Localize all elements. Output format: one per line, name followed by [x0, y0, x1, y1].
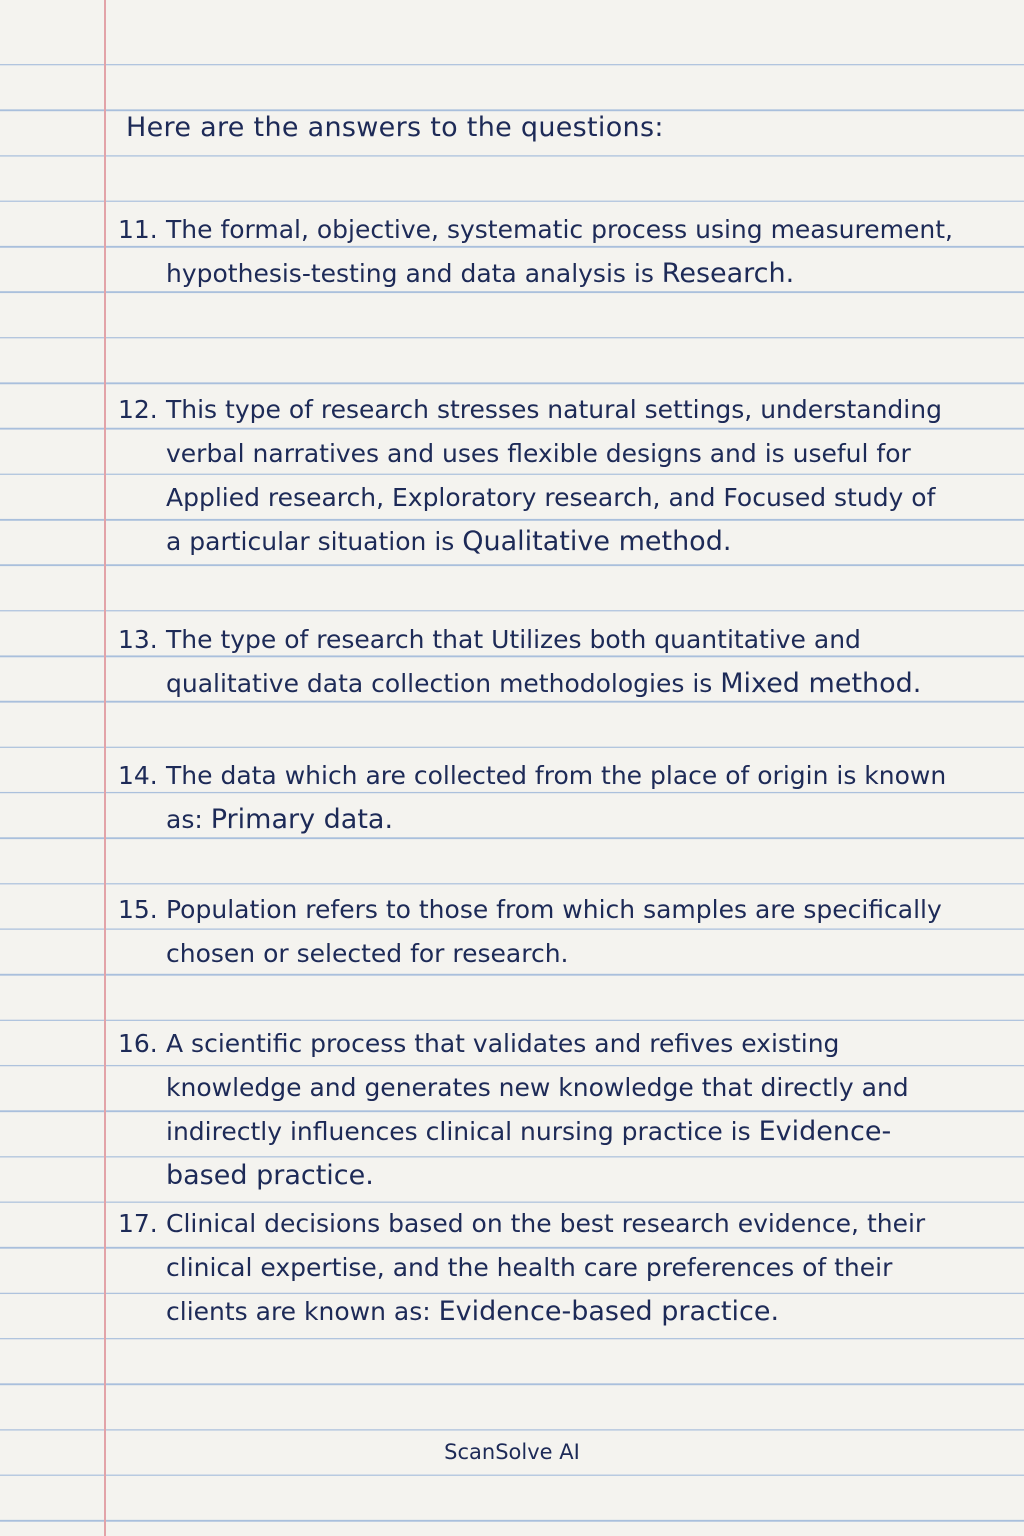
answer-item-13 [118, 618, 954, 706]
item-text: The type of research that Utilizes both quantitative and qualitative data collection methodologies is [166, 625, 861, 698]
answer-item-15 [118, 888, 954, 976]
item-answer: Primary data. [210, 804, 394, 835]
answer-item-12 [118, 388, 954, 564]
item-number: 11. [118, 215, 158, 244]
item-number: 17. [118, 1209, 158, 1238]
item-answer: Evidence-based practice. [438, 1296, 780, 1327]
item-body [166, 888, 954, 976]
item-text: Population refers to those from which samples are specifically chosen or selected for research. [166, 895, 942, 968]
item-text: Clinical decisions based on the best research evidence, their clinical expertise, and the health care preferences of their clients are known as: [166, 1209, 926, 1326]
item-number: 15. [118, 895, 158, 924]
item-body [166, 388, 954, 564]
answer-item-11 [118, 208, 954, 296]
item-body [166, 754, 954, 842]
item-answer: Qualitative method. [462, 526, 732, 557]
answer-item-16 [118, 1022, 954, 1198]
item-number: 14. [118, 761, 158, 790]
item-number: 16. [118, 1029, 158, 1058]
item-text: This type of research stresses natural settings, understanding verbal narratives and uses flexible designs and is useful for Applied research, Exploratory research, and Focused study of a particular situation is [166, 395, 942, 556]
item-answer: Mixed method. [720, 668, 922, 699]
item-body [166, 1202, 954, 1334]
item-body [166, 208, 954, 296]
margin-line [104, 0, 106, 1536]
answer-item-14 [118, 754, 954, 842]
footer-brand: ScanSolve AI [444, 1440, 580, 1464]
item-number: 13. [118, 625, 158, 654]
item-answer: Research. [661, 258, 795, 289]
item-body [166, 1022, 954, 1198]
item-text: The data which are collected from the place of origin is known as: [166, 761, 947, 834]
item-body [166, 618, 954, 706]
item-answer: Evidence-based practice. [166, 1116, 892, 1191]
page-heading: Here are the answers to the questions: [126, 112, 664, 143]
item-text: The formal, objective, systematic process using measurement, hypothesis-testing and data analysis is [166, 215, 953, 288]
item-text: A scientific process that validates and refives existing knowledge and generates new knowledge that directly and indirectly influences clinical nursing practice is [166, 1029, 909, 1146]
item-number: 12. [118, 395, 158, 424]
answer-item-17 [118, 1202, 954, 1334]
